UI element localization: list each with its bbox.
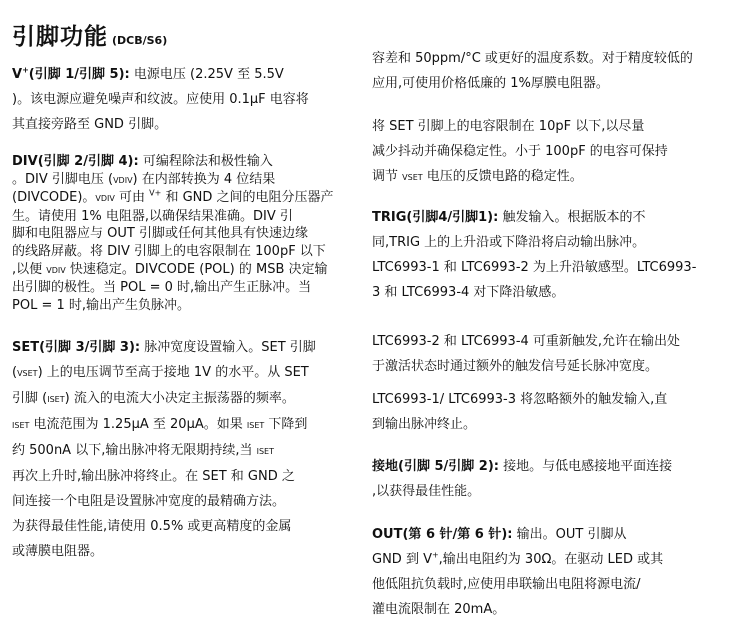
set-line-1: SET(引脚 3/引脚 3): 脉冲宽度设置输入。SET 引脚 — [12, 340, 316, 355]
trig-line-1: TRIG(引脚4/引脚1): 触发输入。根据版本的不 — [372, 210, 646, 225]
set-line-4: ISET 电流范围为 1.25μA 至 20μA。如果 ISET 下降到 — [12, 417, 308, 432]
gnd-heading: 接地(引脚 5/引脚 2): — [372, 459, 499, 474]
section-retrigger — [372, 329, 680, 379]
div-line-2: 。DIV 引脚电压 (VDIV) 在内部转换为 4 位结果 — [12, 171, 276, 187]
div-line-8: 出引脚的极性。当 POL = 0 时,输出产生正脉冲。当 — [12, 280, 312, 296]
div-line-7: ,以便 VDIV 快速稳定。DIVCODE (POL) 的 MSB 决定输 — [12, 261, 328, 277]
set-line-3: 引脚 (ISET) 流入的电流大小决定主振荡器的频率。 — [12, 391, 295, 406]
section-gnd — [372, 454, 672, 504]
retrig-line-1: LTC6993-2 和 LTC6993-4 可重新触发,允许在输出处 — [372, 334, 681, 349]
vplus-line-3: 其直接旁路至 GND 引脚。 — [12, 117, 168, 132]
section-ignore-trigger — [372, 387, 667, 437]
trig-line-4: 3 和 LTC6993-4 对下降沿敏感。 — [372, 285, 565, 300]
ignore-line-1: LTC6993-1/ LTC6993-3 将忽略额外的触发输入,直 — [372, 392, 668, 407]
set-line-7: 间连接一个电阻是设置脉冲宽度的最精确方法。 — [12, 494, 286, 509]
gnd-line-2: ,以获得最佳性能。 — [372, 484, 481, 499]
title-subtitle: (DCB/S6) — [112, 34, 168, 47]
retrig-line-2: 于激活状态时通过额外的触发信号延长脉冲宽度。 — [372, 359, 659, 374]
section-set — [12, 335, 316, 564]
section-out — [372, 522, 663, 622]
out-line-4: 灌电流限制在 20mA。 — [372, 602, 506, 617]
div-line-9: POL = 1 时,输出产生负脉冲。 — [12, 297, 191, 313]
ignore-line-2: 到输出脉冲终止。 — [372, 417, 477, 432]
section-set-capacitance — [372, 114, 668, 190]
cont-line-2: 应用,可使用价格低廉的 1%厚膜电阻器。 — [372, 76, 609, 91]
section-div — [12, 153, 334, 314]
div-heading: DIV(引脚 2/引脚 4): — [12, 154, 139, 169]
section-tolerance-cont — [372, 46, 693, 96]
div-line-3: (DIVCODE)。VDIV 可由 $^{V+}$ 和 GND 之间的电阻分压器产 — [12, 188, 334, 206]
cap-line-1: 将 SET 引脚上的电容限制在 10pF 以下,以尽量 — [372, 119, 645, 134]
out-line-1: OUT(第 6 针/第 6 针): 输出。OUT 引脚从 — [372, 527, 627, 542]
set-line-5: 约 500nA 以下,输出脉冲将无限期持续,当 ISET — [12, 443, 274, 458]
title-text: 引脚功能 — [12, 24, 108, 50]
vplus-line-2: )。该电源应避免噪声和纹波。应使用 0.1μF 电容将 — [12, 92, 309, 107]
vplus-line-1: V+(引脚 1/引脚 5): 电源电压 (2.25V 至 5.5V — [12, 65, 284, 82]
gnd-line-1: 接地(引脚 5/引脚 2): 接地。与低电感接地平面连接 — [372, 459, 673, 474]
cont-line-1: 容差和 50ppm/°C 或更好的温度系数。对于精度较低的 — [372, 51, 693, 66]
set-line-9: 或薄膜电阻器。 — [12, 544, 104, 559]
out-heading: OUT(第 6 针/第 6 针): — [372, 527, 513, 542]
trig-line-3: LTC6993-1 和 LTC6993-2 为上升沿敏感型。LTC6993- — [372, 260, 697, 275]
div-line-4: 生。请使用 1% 电阻器,以确保结果准确。DIV 引 — [12, 208, 293, 224]
out-line-3: 他低阻抗负载时,应使用串联输出电阻将源电流/ — [372, 577, 641, 592]
out-line-2: GND 到 V+,输出电阻约为 30Ω。在驱动 LED 或其 — [372, 550, 664, 567]
div-line-5: 脚和电阻器应与 OUT 引脚或任何其他具有快速边缘 — [12, 226, 308, 242]
div-line-6: 的线路屏蔽。将 DIV 引脚上的电容限制在 100pF 以下 — [12, 243, 326, 259]
cap-line-3: 调节 VSET 电压的反馈电路的稳定性。 — [372, 169, 583, 184]
trig-heading: TRIG(引脚4/引脚1): — [372, 210, 499, 225]
section-trig — [372, 205, 696, 305]
trig-line-2: 同,TRIG 上的上升沿或下降沿将启动输出脉冲。 — [372, 235, 646, 250]
div-line-1: DIV(引脚 2/引脚 4): 可编程除法和极性输入 — [12, 154, 273, 169]
set-heading: SET(引脚 3/引脚 3): — [12, 340, 141, 355]
section-vplus — [12, 62, 309, 137]
set-line-8: 为获得最佳性能,请使用 0.5% 或更高精度的金属 — [12, 519, 292, 534]
vplus-heading: V+(引脚 1/引脚 5): — [12, 65, 130, 82]
cap-line-2: 减少抖动并确保稳定性。小于 100pF 的电容可保持 — [372, 144, 668, 159]
set-line-6: 再次上升时,输出脉冲将终止。在 SET 和 GND 之 — [12, 469, 295, 484]
page-title — [12, 18, 167, 51]
set-line-2: (VSET) 上的电压调节至高于接地 1V 的水平。从 SET — [12, 365, 309, 380]
